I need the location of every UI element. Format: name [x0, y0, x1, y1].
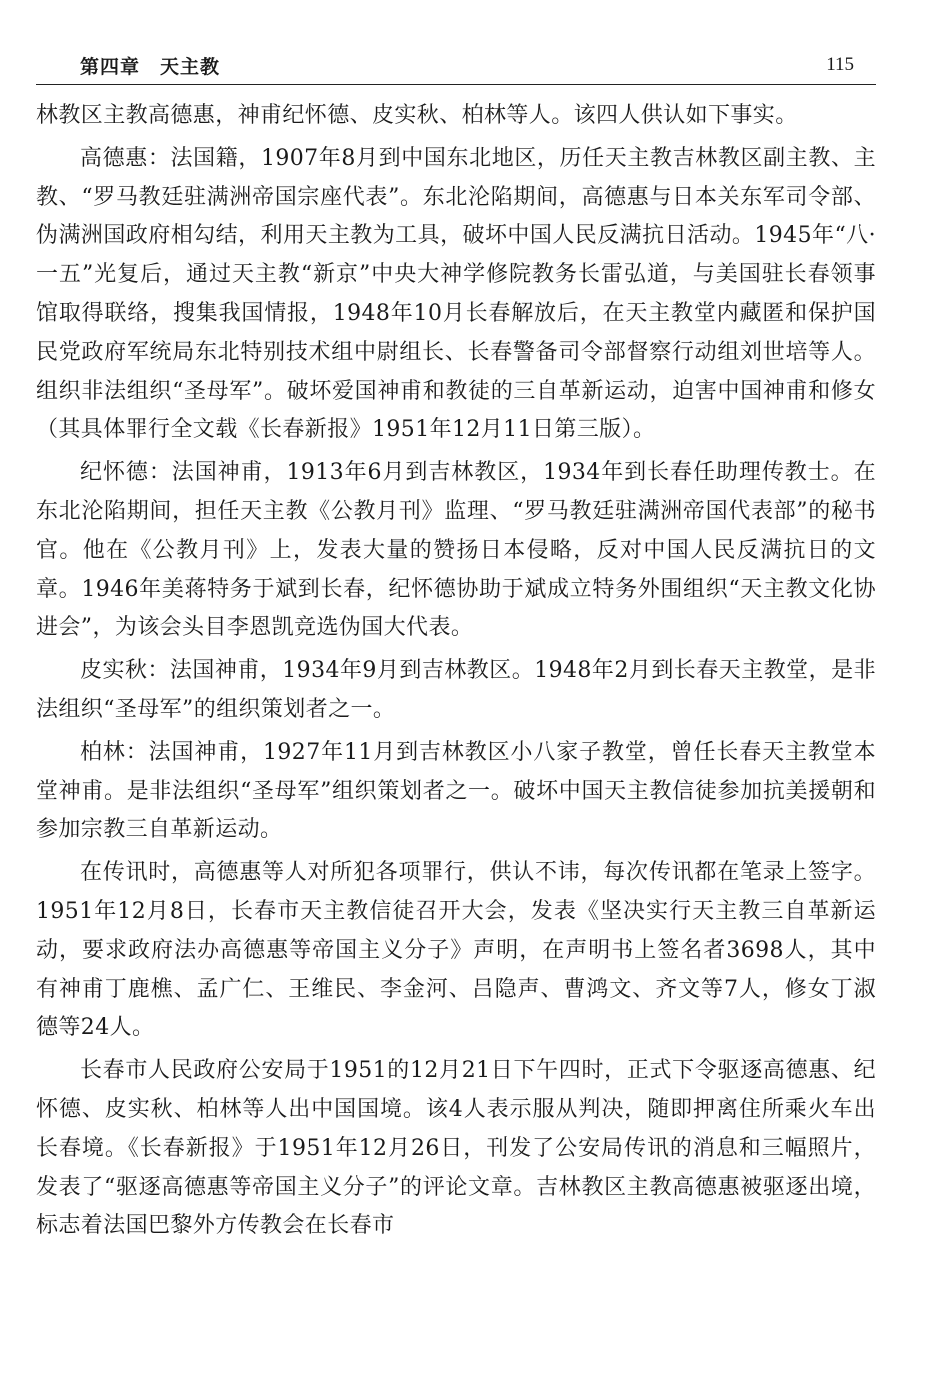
- paragraph-continued: 林教区主教高德惠，神甫纪怀德、皮实秋、柏林等人。该四人供认如下事实。: [36, 103, 798, 128]
- body-text: [36, 97, 876, 1246]
- running-header: [36, 50, 876, 85]
- paragraph-pi-shiqiu: 皮实秋：法国神甫，1934年9月到吉林教区。1948年2月到长春天主教堂，是非法组织“圣母军”的组织策划者之一。: [36, 658, 876, 722]
- paragraph-gao-dehui: 高德惠：法国籍，1907年8月到中国东北地区，历任天主教吉林教区副主教、主教、“罗马教廷驻满洲帝国宗座代表”。东北沦陷期间，高德惠与日本关东军司令部、伪满洲国政府相勾结，利用天主教为工具，破坏中国人民反满抗日活动。1945年“八·一五”光复后，通过天主教“新京”中央大神学修院教务长雷弘道，与美国驻长春领事馆取得联络，搜集我国情报，1948年10月长春解放后，在天主教堂内藏匿和保护国民党政府军统局东北特别技术组中尉组长、长春警备司令部督察行动组刘世培等人。组织非法组织“圣母军”。破坏爱国神甫和教徒的三自革新运动，迫害中国神甫和修女（其具体罪行全文载《长春新报》1951年12月11日第三版）。: [36, 145, 876, 443]
- paragraph-interrogation: 在传讯时，高德惠等人对所犯各项罪行，供认不讳，每次传讯都在笔录上签字。1951年12月8日，长春市天主教信徒召开大会，发表《坚决实行天主教三自革新运动，要求政府法办高德惠等帝国主义分子》声明，在声明书上签名者3698人，其中有神甫丁鹿樵、孟广仁、王维民、李金河、吕隐声、曹鸿文、齐文等7人，修女丁淑德等24人。: [36, 860, 876, 1041]
- paragraph-expulsion: 长春市人民政府公安局于1951的12月21日下午四时，正式下令驱逐高德惠、纪怀德、皮实秋、柏林等人出中国国境。该4人表示服从判决，随即押离住所乘火车出长春境。《长春新报》于1951年12月26日，刊发了公安局传讯的消息和三幅照片，发表了“驱逐高德惠等帝国主义分子”的评论文章。吉林教区主教高德惠被驱逐出境，标志着法国巴黎外方传教会在长春市: [36, 1058, 876, 1239]
- chapter-title: 第四章 天主教: [80, 56, 221, 78]
- paragraph-bo-lin: 柏林：法国神甫，1927年11月到吉林教区小八家子教堂，曾任长春天主教堂本堂神甫。是非法组织“圣母军”组织策划者之一。破坏中国天主教信徒参加抗美援朝和参加宗教三自革新运动。: [36, 739, 876, 843]
- page-number: 115: [826, 54, 854, 75]
- paragraph-ji-huaide: 纪怀德：法国神甫，1913年6月到吉林教区，1934年到长春任助理传教士。在东北沦陷期间，担任天主教《公教月刊》监理、“罗马教廷驻满洲帝国代表部”的秘书官。他在《公教月刊》上，发表大量的赞扬日本侵略，反对中国人民反满抗日的文章。1946年美蒋特务于斌到长春，纪怀德协助于斌成立特务外围组织“天主教文化协进会”，为该会头目李恩凯竞选伪国大代表。: [36, 460, 876, 641]
